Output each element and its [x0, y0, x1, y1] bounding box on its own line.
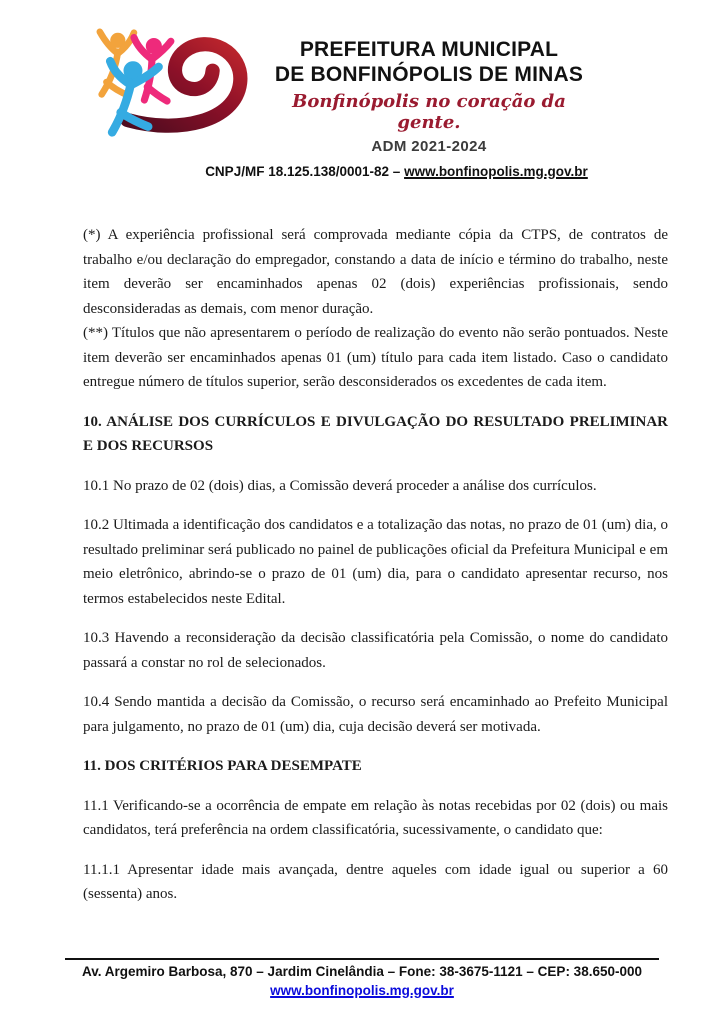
- org-tagline: Bonfinópolis no coração da gente.: [292, 91, 566, 134]
- header-website-link[interactable]: www.bonfinopolis.mg.gov.br: [404, 164, 588, 180]
- paragraph: 10.4 Sendo mantida a decisão da Comissão, o recurso será encaminhado ao Prefeito Municipal para julgamento, no prazo de 01 (um) dia, cuja decisão deverá ser motivada.: [83, 694, 668, 735]
- footer-website-link[interactable]: www.bonfinopolis.mg.gov.br: [270, 983, 454, 998]
- paragraph: 11.1 Verificando-se a ocorrência de empate em relação às notas recebidas por 02 (dois) ou mais candidatos, terá preferência na ordem classificatória, sucessivamente, o candidato que:: [83, 797, 668, 839]
- paragraph: 10.2 Ultimada a identificação dos candidatos e a totalização das notas, no prazo de 01 (um) dia, o resultado preliminar será publicado no painel de publicações oficial da Prefeitura Municipal e em meio eletrônico, abrindo-se o prazo de 01 (um) dia, para o candidato apresentar recurso, nos termos estabelecidos neste Edital.: [83, 517, 668, 607]
- document-body: [83, 223, 668, 907]
- footer-address: Av. Argemiro Barbosa, 870 – Jardim Cinelândia – Fone: 38-3675-1121 – CEP: 38.650-000: [81, 964, 642, 980]
- org-administration-term: ADM 2021-2024: [371, 138, 487, 156]
- page-footer: [65, 958, 659, 1000]
- footer-divider: [65, 958, 659, 960]
- municipality-logo: [78, 26, 260, 140]
- paragraph: 11.1.1 Apresentar idade mais avançada, dentre aqueles com idade igual ou superior a 60 (sessenta) anos.: [83, 861, 668, 903]
- paragraph: (*) A experiência profissional será comprovada mediante cópia da CTPS, de contratos de trabalho e/ou declaração do empregador, constando a data de início e término do trabalho, neste item deverão ser encaminhados apenas 02 (dois) experiências profissionais, sendo desconsideradas as demais, com menor duração.: [83, 227, 668, 317]
- org-name-line2: DE BONFINÓPOLIS DE MINAS: [274, 63, 584, 87]
- letterhead: [0, 0, 723, 155]
- paragraph: (**) Títulos que não apresentarem o período de realização do evento não serão pontuados. Neste item deverão ser encaminhados apenas 01 (um) título para cada item listado. Caso o candidato entregue número de títulos superior, serão desconsiderados os excedentes de cada item.: [83, 325, 668, 391]
- section-heading: 11. DOS CRITÉRIOS PARA DESEMPATE: [83, 758, 362, 775]
- org-name-line1: PREFEITURA MUNICIPAL: [299, 38, 559, 61]
- section-heading: 10. ANÁLISE DOS CURRÍCULOS E DIVULGAÇÃO DO RESULTADO PRELIMINAR E DOS RECURSOS: [83, 413, 668, 455]
- jumping-people-heart-swoosh-icon: [78, 26, 260, 140]
- paragraph: 10.1 No prazo de 02 (dois) dias, a Comissão deverá proceder a análise dos currículos.: [83, 477, 597, 494]
- cnpj-number: CNPJ/MF 18.125.138/0001-82 –: [205, 164, 405, 180]
- paragraph: 10.3 Havendo a reconsideração da decisão classificatória pela Comissão, o nome do candidato passará a constar no rol de selecionados.: [83, 630, 668, 671]
- org-identity-block: [264, 26, 594, 155]
- cnpj-line: [0, 164, 723, 179]
